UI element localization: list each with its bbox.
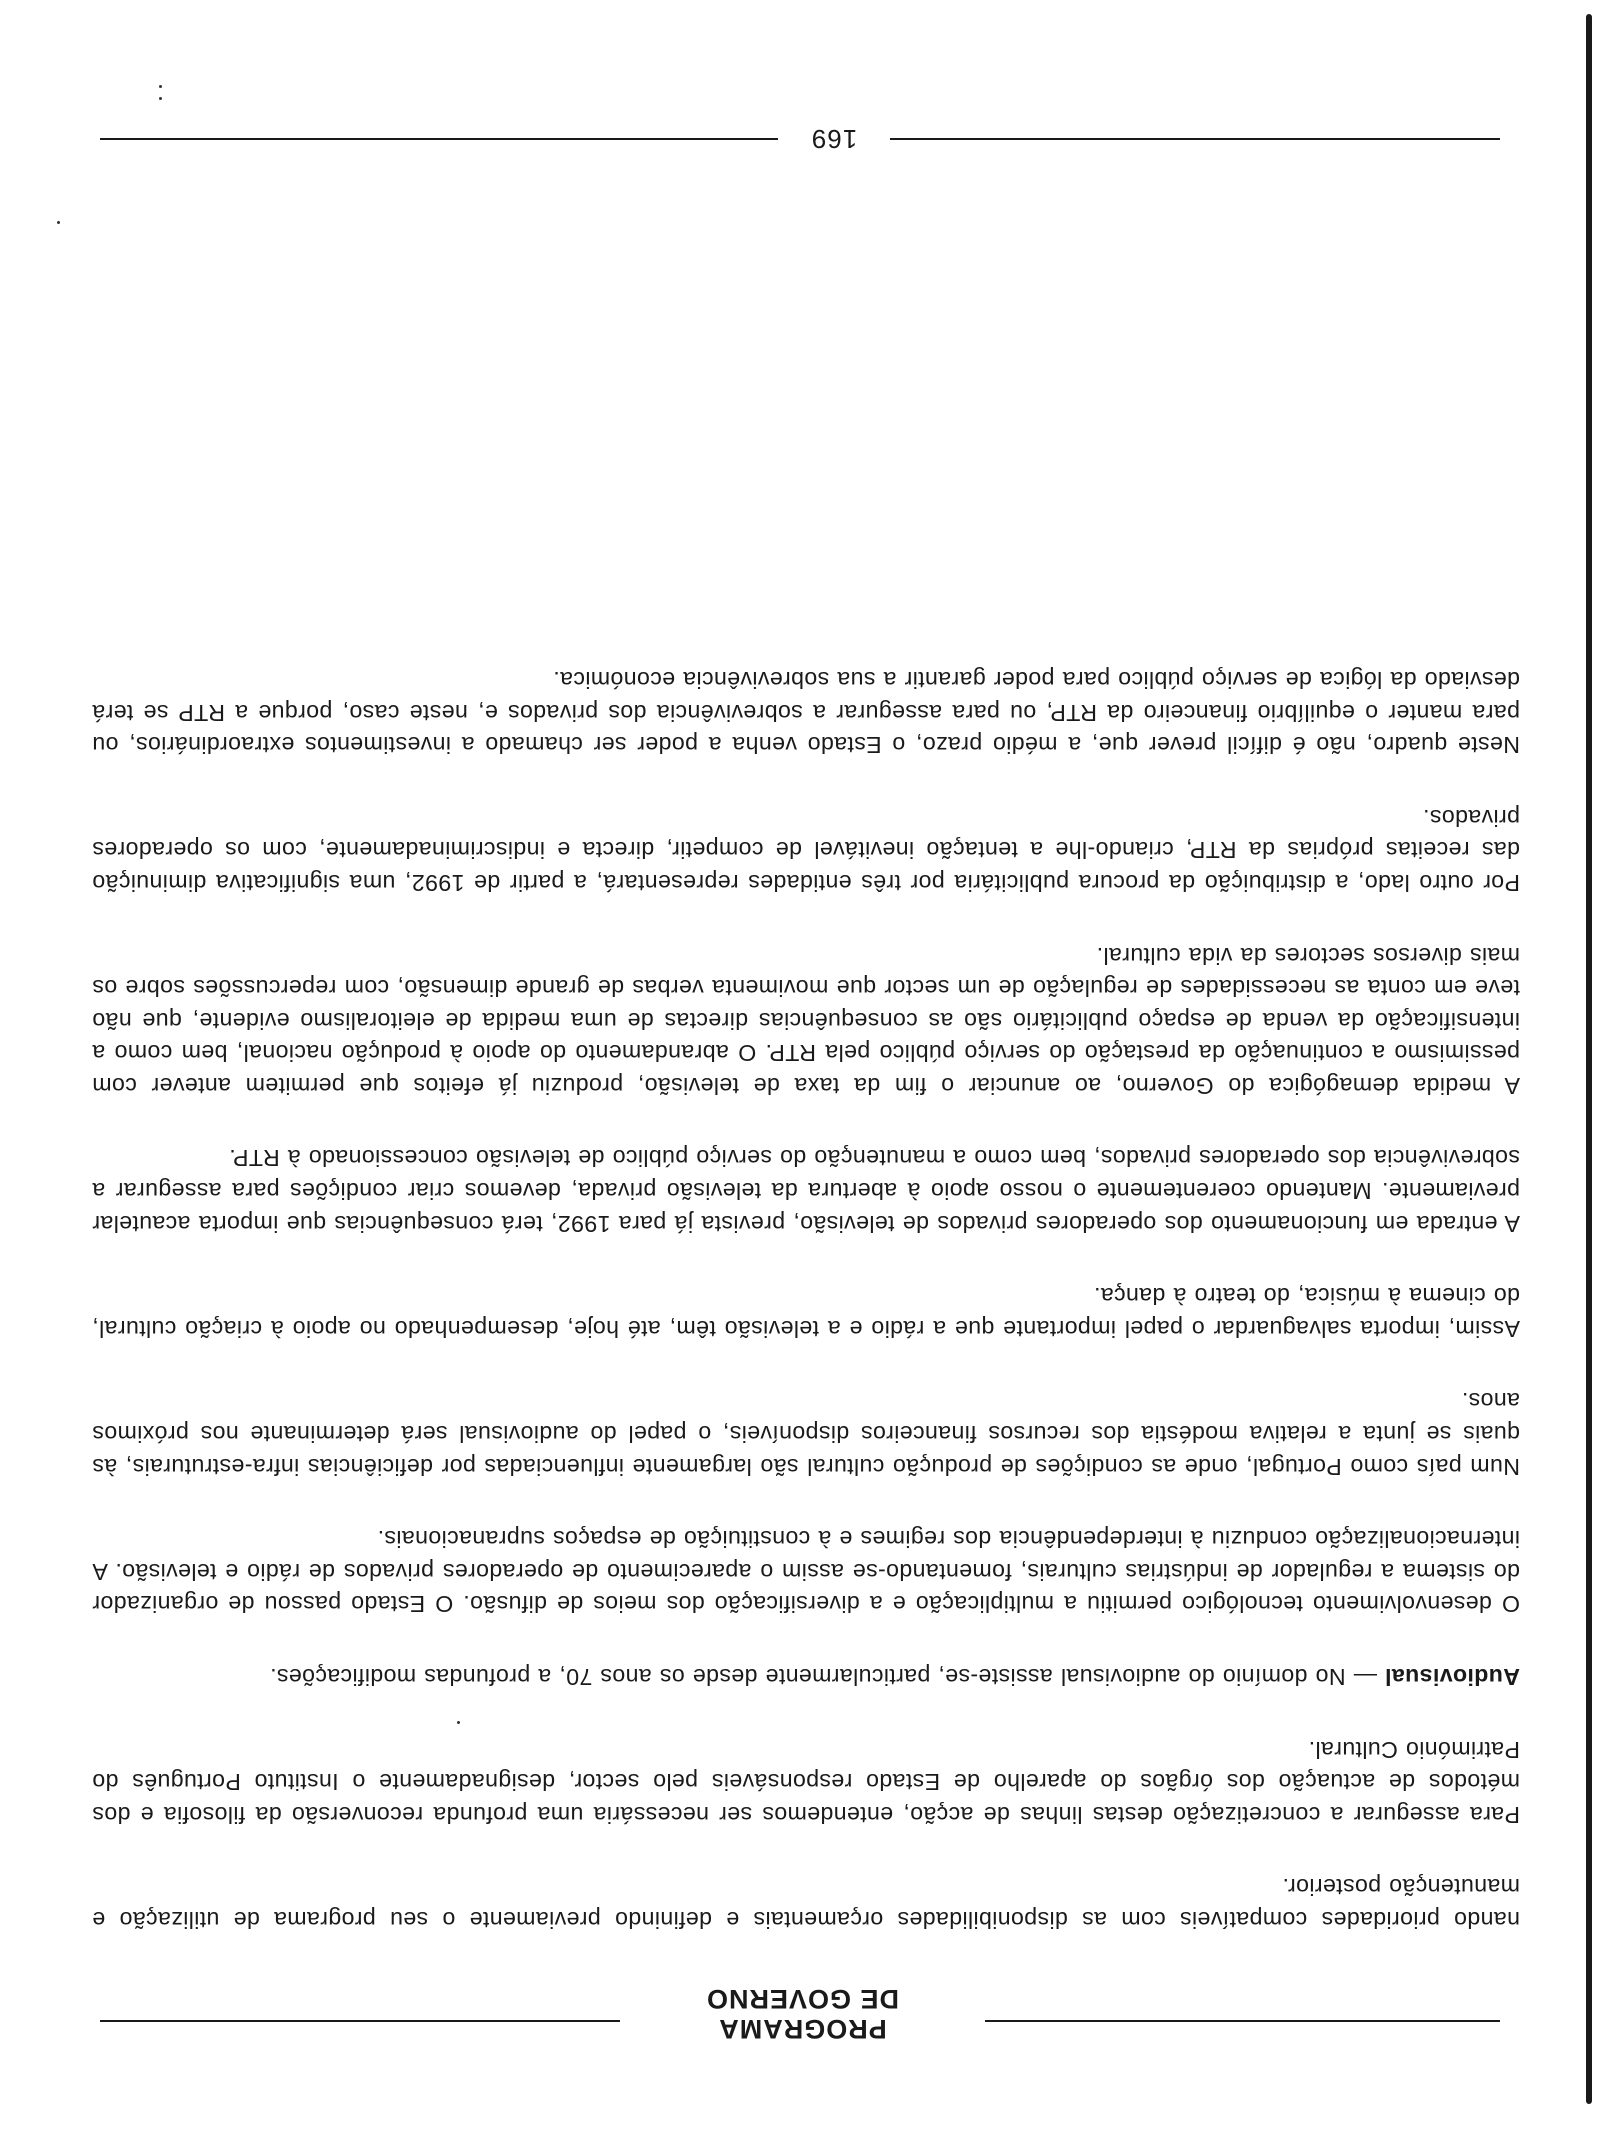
page-header: [100, 1964, 1500, 2044]
header-rule-right: [100, 2020, 620, 2022]
paragraph-reconversion: Para assegurar a concretização destas linhas de acção, entendemos ser necessária uma profunda reconversão da filosofia e dos métodos de actuação dos órgãos do aparelho de Estado responsáveis pelo sector, designadamente o Instituto Português do Património Cultural.: [92, 1736, 1520, 1828]
paragraph-audiovisual: [92, 1660, 1520, 1693]
paragraph-audiovisual-text: — No domínio do audiovisual assiste-se, particularmente desde os anos 70, a profundas modificações.: [269, 1664, 1385, 1691]
paragraph-safeguard: Assim, importa salvaguardar o papel importante que a rádio e a televisão têm, até hoje, desempenhado no apoio à criação cultural, do cinema à música, do teatro à dança.: [92, 1283, 1520, 1342]
program-title: [620, 1984, 985, 2044]
paragraph-technology: O desenvolvimento tecnológico permitiu a multiplicação e a diversificação dos meios de difusão. O Estado passou de organizador do sistema a regulador de indústrias culturais, fomentando-se assim o aparecimento de operadores privados de rádio e televisão. A internacionalização conduziu à interdependência dos regimes e à constituição de espaços supranacionais.: [92, 1526, 1520, 1618]
program-title-line1: PROGRAMA: [718, 2014, 887, 2044]
scan-speck: [57, 221, 60, 224]
footer-rule-left: [890, 138, 1500, 140]
scan-speck: [159, 85, 162, 88]
binding-edge-shadow: [1586, 14, 1592, 2104]
footer-rule-right: [100, 138, 778, 140]
scan-speck: [159, 97, 162, 100]
scan-speck: [457, 1721, 460, 1724]
section-heading-audiovisual: Audiovisual: [1384, 1664, 1520, 1691]
paragraph-government-measure: A medida demagógica do Governo, ao anunciar o fim da taxa de televisão, produziu já efeitos que permitem antever com pessimismo a continuação da prestação do serviço público pela RTP. O abrandamento do apoio à produção nacional, bem como a intensificação da venda de espaço publicitário são as consequências directas de uma medida de eleitoralismo evidente, que não teve em conta as necessidades de regulação de um sector que movimenta verbas de grande dimensão, com repercussões sobre os mais diversos sectores da vida cultural.: [92, 942, 1520, 1099]
paragraph-portugal: Num país como Portugal, onde as condições de produção cultural são largamente influenciadas por deficiências infra-estruturais, às quais se junta a relativa modéstia dos recursos financeiros disponíveis, o papel do audiovisual será determinante nos próximos anos.: [92, 1388, 1520, 1480]
body-text: [92, 623, 1520, 1936]
paragraph-continuation: nando prioridades compatíveis com as disponibilidades orçamentais e definindo previamente o seu programa de utilização e manutenção posterior.: [92, 1874, 1520, 1933]
program-title-line2: DE GOVERNO: [705, 1984, 900, 2014]
page-number: 169: [810, 124, 858, 154]
paragraph-private-operators: A entrada em funcionamento dos operadores privados de televisão, prevista já para 1992, terá consequências que importa acautelar previamente. Mantendo coerentemente o nosso apoio à abertura da televisão privada, devemos criar condições para assegurar a sobrevivência dos operadores privados, bem como a manutenção do serviço público de televisão concessionado à RTP.: [92, 1145, 1520, 1237]
paragraph-state-investment: Neste quadro, não é difícil prever que, a médio prazo, o Estado venha a poder ser chamado a investimentos extraordinários, ou para manter o equilíbrio financeiro da RTP, ou para assegurar a sobrevivência dos privados e, neste caso, porque a RTP se terá desviado da lógica de serviço público para poder garantir a sua sobrevivência económica.: [92, 666, 1520, 759]
header-rule-left: [985, 2020, 1500, 2022]
page-footer: [100, 114, 1500, 154]
paragraph-advertising: Por outro lado, a distribuição da procura publicitária por três entidades representará, a partir de 1992, uma significativa diminuição das receitas próprias da RTP, criando-lhe a tentação inevitável de competir, directa e indiscriminadamente, com os operadores privados.: [92, 804, 1520, 896]
